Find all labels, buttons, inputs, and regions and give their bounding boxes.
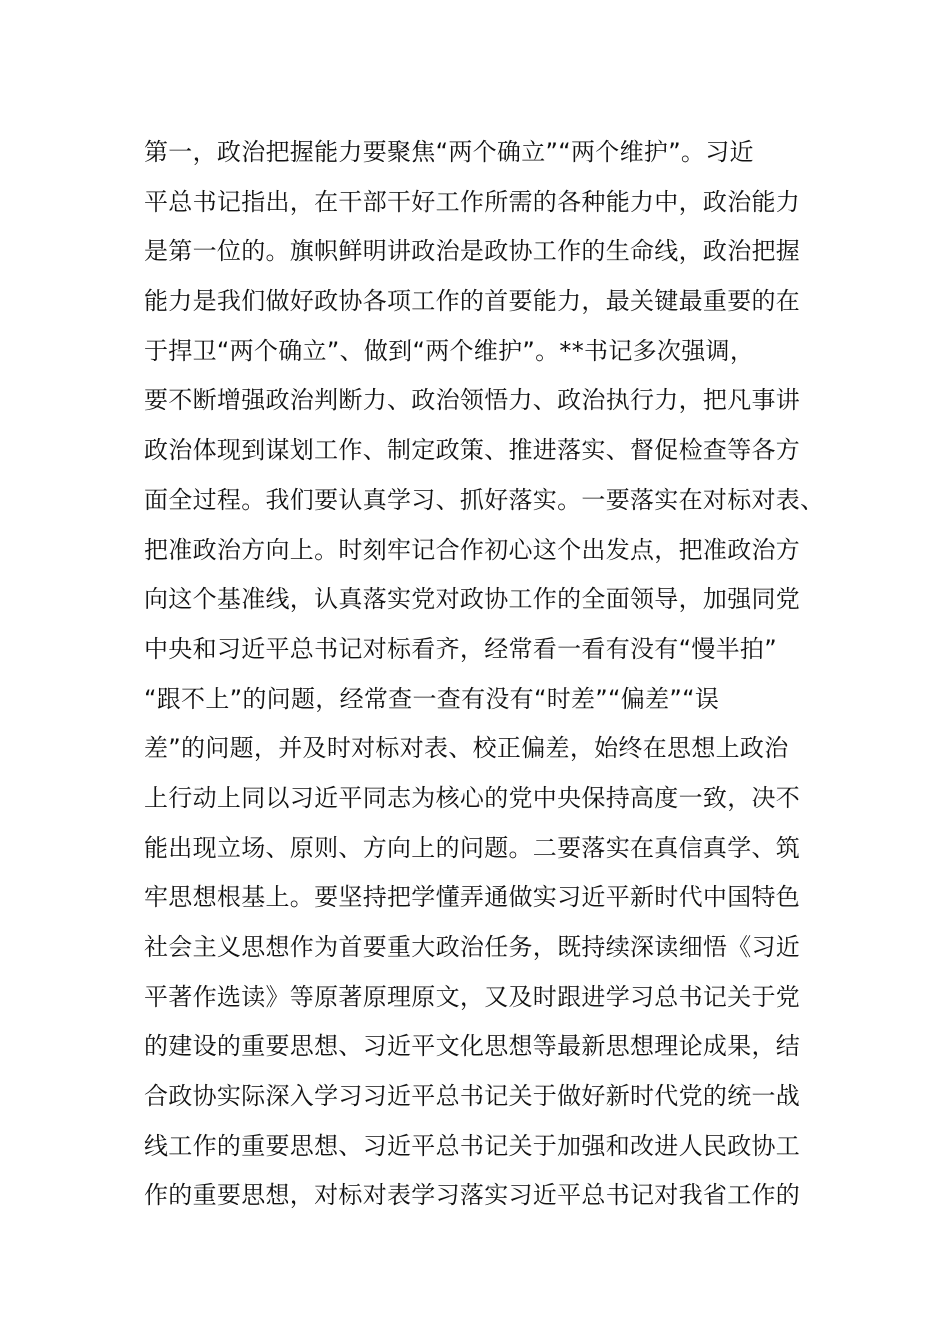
paragraph-line: 的建设的重要思想、习近平文化思想等最新思想理论成果，结 bbox=[144, 1032, 801, 1061]
paragraph-line: 能出现立场、原则、方向上的问题。二要落实在真信真学、筑 bbox=[144, 833, 801, 862]
paragraph-line: 面全过程。我们要认真学习、抓好落实。一要落实在对标对表、 bbox=[144, 485, 825, 514]
paragraph-line: “跟不上”的问题，经常查一查有没有“时差”“偏差”“误 bbox=[144, 684, 720, 713]
paragraph-line: 线工作的重要思想、习近平总书记关于加强和改进人民政协工 bbox=[144, 1131, 801, 1160]
paragraph-line: 向这个基准线，认真落实党对政协工作的全面领导，加强同党 bbox=[144, 585, 801, 614]
paragraph-line: 于捍卫“两个确立”、做到“两个维护”。**书记多次强调， bbox=[144, 336, 755, 365]
paragraph-line: 把准政治方向上。时刻牢记合作初心这个出发点，把准政治方 bbox=[144, 535, 801, 564]
paragraph-line: 政治体现到谋划工作、制定政策、推进落实、督促检查等各方 bbox=[144, 436, 801, 465]
paragraph-line: 牢思想根基上。要坚持把学懂弄通做实习近平新时代中国特色 bbox=[144, 883, 801, 912]
paragraph-line: 平著作选读》等原著原理原文，又及时跟进学习总书记关于党 bbox=[144, 982, 801, 1011]
paragraph-line: 能力是我们做好政协各项工作的首要能力，最关键最重要的在 bbox=[144, 287, 801, 316]
paragraph-line: 上行动上同以习近平同志为核心的党中央保持高度一致，决不 bbox=[144, 783, 801, 812]
paragraph-line: 作的重要思想，对标对表学习落实习近平总书记对我省工作的 bbox=[144, 1181, 801, 1210]
paragraph-line: 社会主义思想作为首要重大政治任务，既持续深读细悟《习近 bbox=[144, 933, 801, 961]
paragraph-line: 平总书记指出，在干部干好工作所需的各种能力中，政治能力 bbox=[144, 187, 801, 216]
paragraph-line: 合政协实际深入学习习近平总书记关于做好新时代党的统一战 bbox=[144, 1082, 801, 1111]
body-paragraph bbox=[144, 128, 824, 1221]
paragraph-line: 是第一位的。旗帜鲜明讲政治是政协工作的生命线，政治把握 bbox=[144, 237, 801, 266]
paragraph-line: 要不断增强政治判断力、政治领悟力、政治执行力，把凡事讲 bbox=[144, 386, 801, 415]
paragraph-line: 差”的问题，并及时对标对表、校正偏差，始终在思想上政治 bbox=[144, 734, 789, 763]
paragraph-line: 第一，政治把握能力要聚焦“两个确立”“两个维护”。习近 bbox=[144, 138, 754, 166]
paragraph-line: 中央和习近平总书记对标看齐，经常看一看有没有“慢半拍” bbox=[144, 634, 777, 663]
